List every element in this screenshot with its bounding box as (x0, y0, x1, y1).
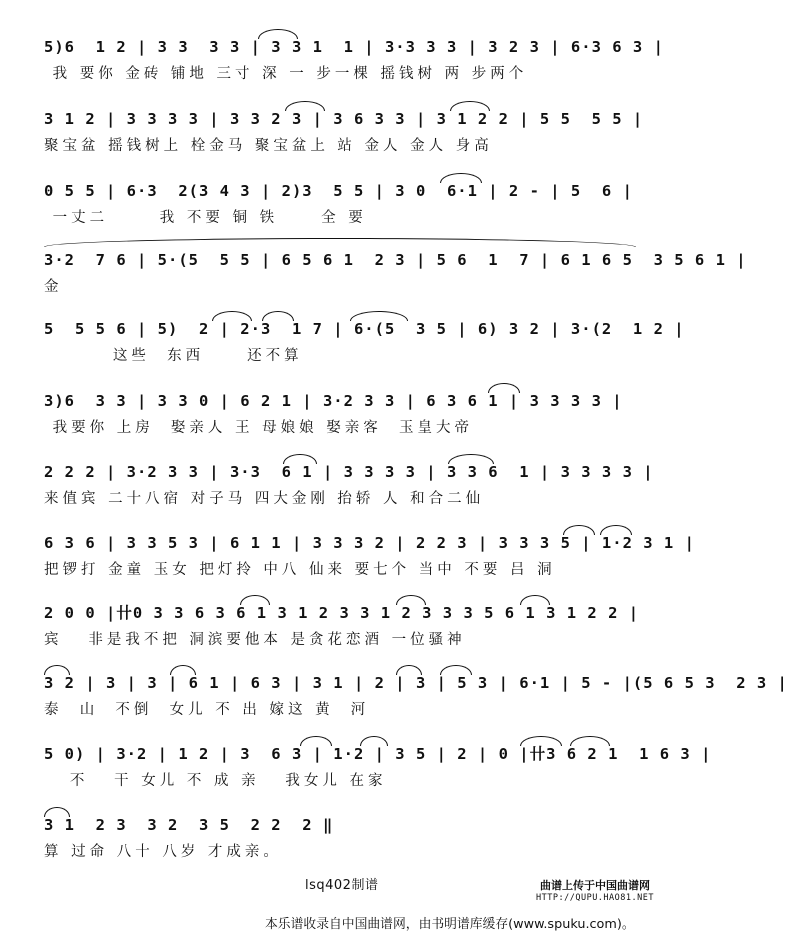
notation-line: 3 1 2 3 3 2 3 5 2 2 2 ‖ (44, 816, 334, 834)
watermark-url: HTTP://QUPU.HAO81.NET (536, 893, 654, 903)
notation-line: 3 2 | 3 | 3 | 6 1 | 6 3 | 3 1 | 2 | 3 | 5 3 | 6·1 | 5 - |(5 6 5 3 2 3 | (44, 674, 788, 692)
notation-line: 2 0 0 |卄0 3 3 6 3 6 1 3 1 2 3 3 1 2 3 3 3 5 6 1 3 1 2 2 | (44, 604, 640, 622)
lyrics-line: 一丈二 我 不要 铜 铁 全 要 (44, 210, 367, 226)
score-system (0, 318, 685, 388)
arranger-credit: lsq402制谱 (305, 878, 379, 893)
lyrics-line: 来值宾 二十八宿 对子马 四大金刚 抬轿 人 和合二仙 (44, 491, 485, 507)
lyrics-line: 不 干 女儿 不 成 亲 我女儿 在家 (44, 773, 387, 789)
score-system (0, 390, 675, 460)
score-system (0, 249, 747, 319)
score-system (0, 108, 675, 178)
score-system (0, 532, 695, 602)
score-system (0, 36, 675, 106)
watermark-title: 曲谱上传于中国曲谱网 (540, 879, 650, 892)
score-system (0, 743, 712, 813)
slur-mark (258, 29, 298, 39)
lyrics-line: 算 过命 八十 八岁 才成亲。 (44, 844, 282, 860)
lyrics-line: 宾 非是我不把 洞滨要他本 是贪花恋酒 一位骚神 (44, 632, 466, 648)
lyrics-line: 聚宝盆 摇钱树上 栓金马 聚宝盆上 站 金人 金人 身高 (44, 138, 493, 154)
lyrics-line: 我 要你 金砖 铺地 三寸 深 一 步一棵 摇钱树 两 步两个 (44, 66, 528, 82)
lyrics-line: 泰 山 不倒 女儿 不 出 嫁这 黄 河 (44, 702, 370, 718)
lyrics-line: 金 (44, 279, 63, 295)
notation-line: 3)6 3 3 | 3 3 0 | 6 2 1 | 3·2 3 3 | 6 3 6 1 | 3 3 3 3 | (44, 392, 623, 410)
score-system (0, 672, 788, 742)
notation-line: 0 5 5 | 6·3 2(3 4 3 | 2)3 5 5 | 3 0 6·1 | 2 - | 5 6 | (44, 182, 633, 200)
score-system (0, 602, 675, 672)
notation-line: 2 2 2 | 3·2 3 3 | 3·3 6 1 | 3 3 3 3 | 3 3 6 1 | 3 3 3 3 | (44, 463, 654, 481)
watermark-stamp (520, 879, 670, 905)
lyrics-line: 我要你 上房 娶亲人 王 母娘娘 娶亲客 玉皇大帝 (44, 420, 473, 436)
notation-line: 5 5 5 6 | 5) 2 | 2·3 1 7 | 6·(5 3 5 | 6) 3 2 | 3·(2 1 2 | (44, 320, 685, 338)
lyrics-line: 把锣打 金童 玉女 把灯拎 中八 仙来 要七个 当中 不要 吕 洞 (44, 562, 556, 578)
footer-source-note: 本乐谱收录自中国曲谱网，由书明谱库缓存(www.spuku.com)。 (265, 917, 635, 932)
notation-line: 5)6 1 2 | 3 3 3 3 | 3 3 1 1 | 3·3 3 3 | 3 2 3 | 6·3 6 3 | (44, 38, 664, 56)
score-system (0, 461, 675, 531)
notation-line: 5 0) | 3·2 | 1 2 | 3 6 3 | 1·2 | 3 5 | 2 | 0 |卄3 6 2 1 1 6 3 | (44, 745, 712, 763)
lyrics-line: 这些 东西 还不算 (44, 348, 303, 364)
notation-line: 3·2 7 6 | 5·(5 5 5 | 6 5 6 1 2 3 | 5 6 1 7 | 6 1 6 5 3 5 6 1 | (44, 251, 747, 269)
notation-line: 6 3 6 | 3 3 5 3 | 6 1 1 | 3 3 3 2 | 2 2 3 | 3 3 3 5 | 1·2 3 1 | (44, 534, 695, 552)
notation-line: 3 1 2 | 3 3 3 3 | 3 3 2 3 | 3 6 3 3 | 3 1 2 2 | 5 5 5 5 | (44, 110, 644, 128)
